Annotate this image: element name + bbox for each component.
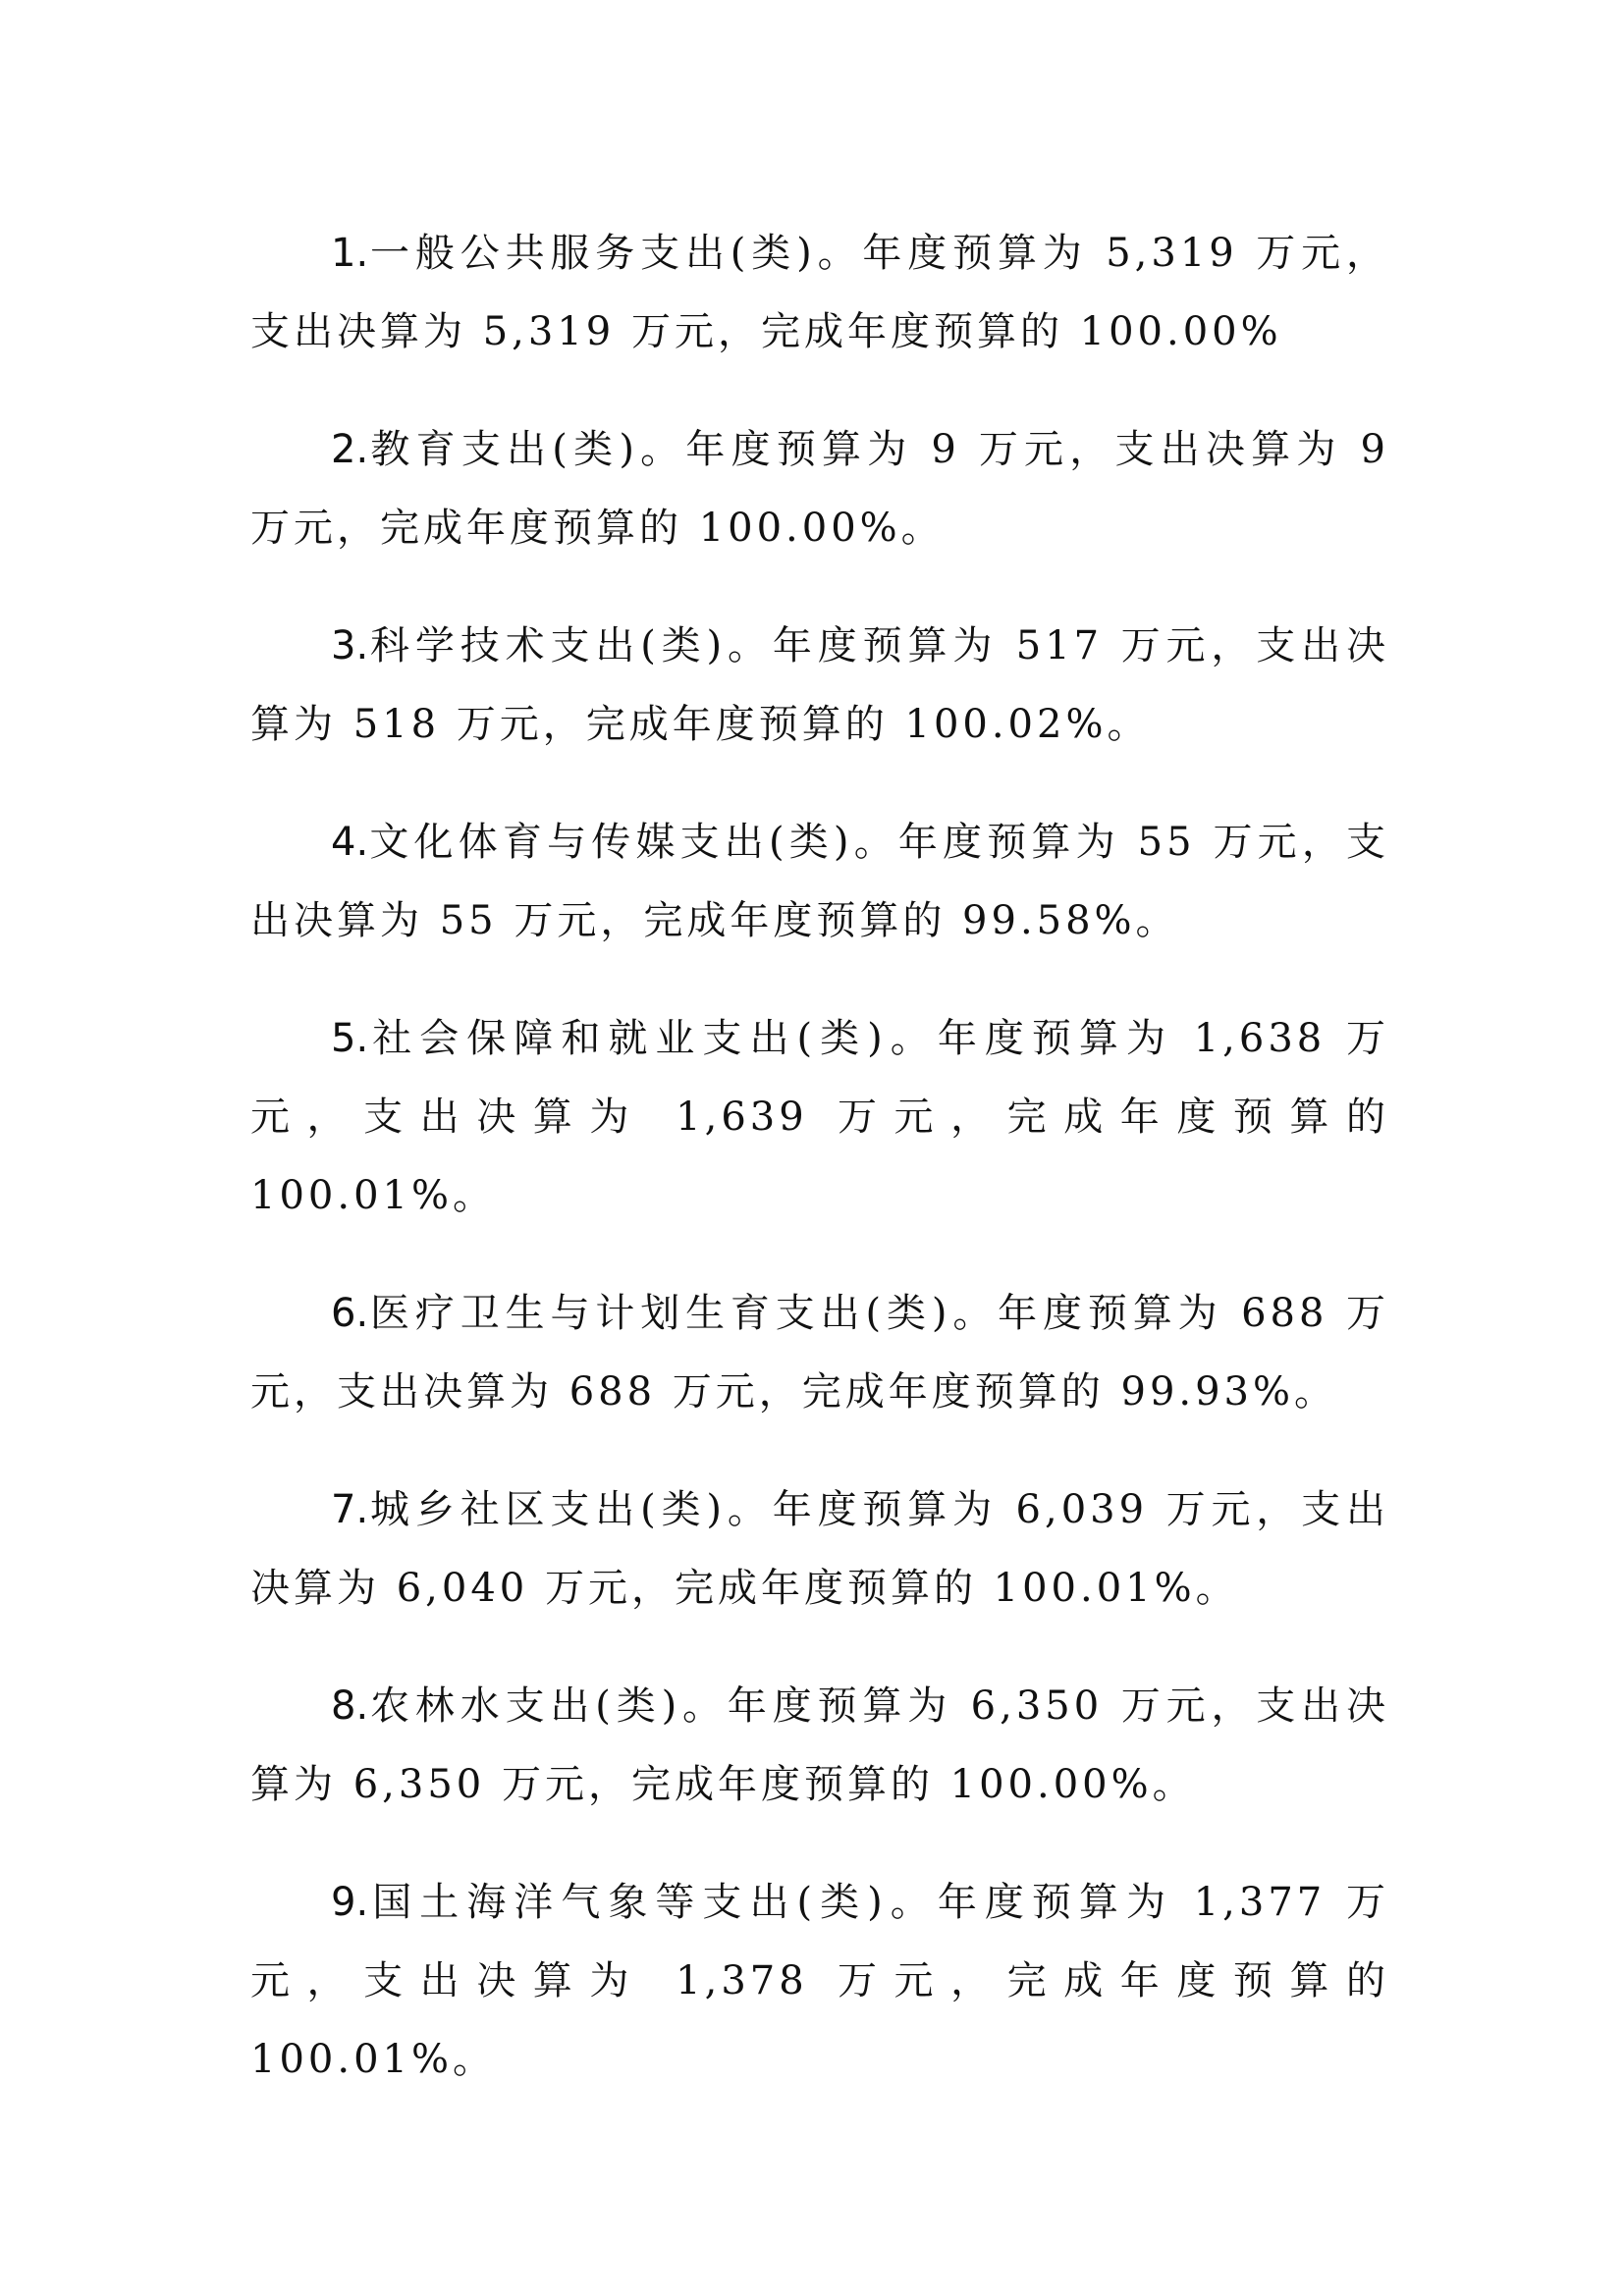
paragraph-education [250, 410, 1389, 567]
paragraph-agriculture-forestry-water [250, 1667, 1389, 1824]
paragraph-number: 6. [331, 1291, 369, 1336]
paragraph-science-technology [250, 607, 1389, 764]
paragraph-text: 一般公共服务支出(类)。年度预算为 5,319 万元，支出决算为 5,319 万元，完成年度预算的 100.00% [250, 231, 1389, 354]
paragraph-text: 医疗卫生与计划生育支出(类)。年度预算为 688 万元，支出决算为 688 万元，完成年度预算的 99.93%。 [250, 1291, 1389, 1415]
document-body [250, 214, 1389, 2138]
paragraph-number: 1. [331, 231, 369, 276]
paragraph-text: 教育支出(类)。年度预算为 9 万元，支出决算为 9 万元，完成年度预算的 100.00%。 [250, 427, 1389, 551]
paragraph-number: 2. [331, 427, 369, 472]
paragraph-text: 文化体育与传媒支出(类)。年度预算为 55 万元，支出决算为 55 万元，完成年度预算的 99.58%。 [250, 820, 1389, 943]
paragraph-urban-rural-community [250, 1470, 1389, 1628]
paragraph-health-family-planning [250, 1274, 1389, 1431]
paragraph-number: 5. [331, 1016, 369, 1061]
paragraph-number: 8. [331, 1683, 369, 1729]
paragraph-text: 国土海洋气象等支出(类)。年度预算为 1,377 万元，支出决算为 1,378 万元，完成年度预算的 100.01%。 [250, 1880, 1389, 2082]
paragraph-culture-sports-media [250, 803, 1389, 960]
paragraph-number: 7. [331, 1487, 369, 1532]
paragraph-text: 科学技术支出(类)。年度预算为 517 万元，支出决算为 518 万元，完成年度预算的 100.02%。 [250, 623, 1389, 747]
paragraph-text: 社会保障和就业支出(类)。年度预算为 1,638 万元，支出决算为 1,639 万元，完成年度预算的 100.01%。 [250, 1016, 1389, 1218]
paragraph-text: 城乡社区支出(类)。年度预算为 6,039 万元，支出决算为 6,040 万元，完成年度预算的 100.01%。 [250, 1487, 1389, 1611]
paragraph-number: 9. [331, 1880, 369, 1925]
paragraph-social-security-employment [250, 999, 1389, 1235]
paragraph-general-public-services [250, 214, 1389, 371]
paragraph-number: 4. [331, 820, 369, 865]
paragraph-number: 3. [331, 623, 369, 668]
paragraph-land-ocean-meteorology [250, 1863, 1389, 2099]
paragraph-text: 农林水支出(类)。年度预算为 6,350 万元，支出决算为 6,350 万元，完成年度预算的 100.00%。 [250, 1683, 1389, 1807]
